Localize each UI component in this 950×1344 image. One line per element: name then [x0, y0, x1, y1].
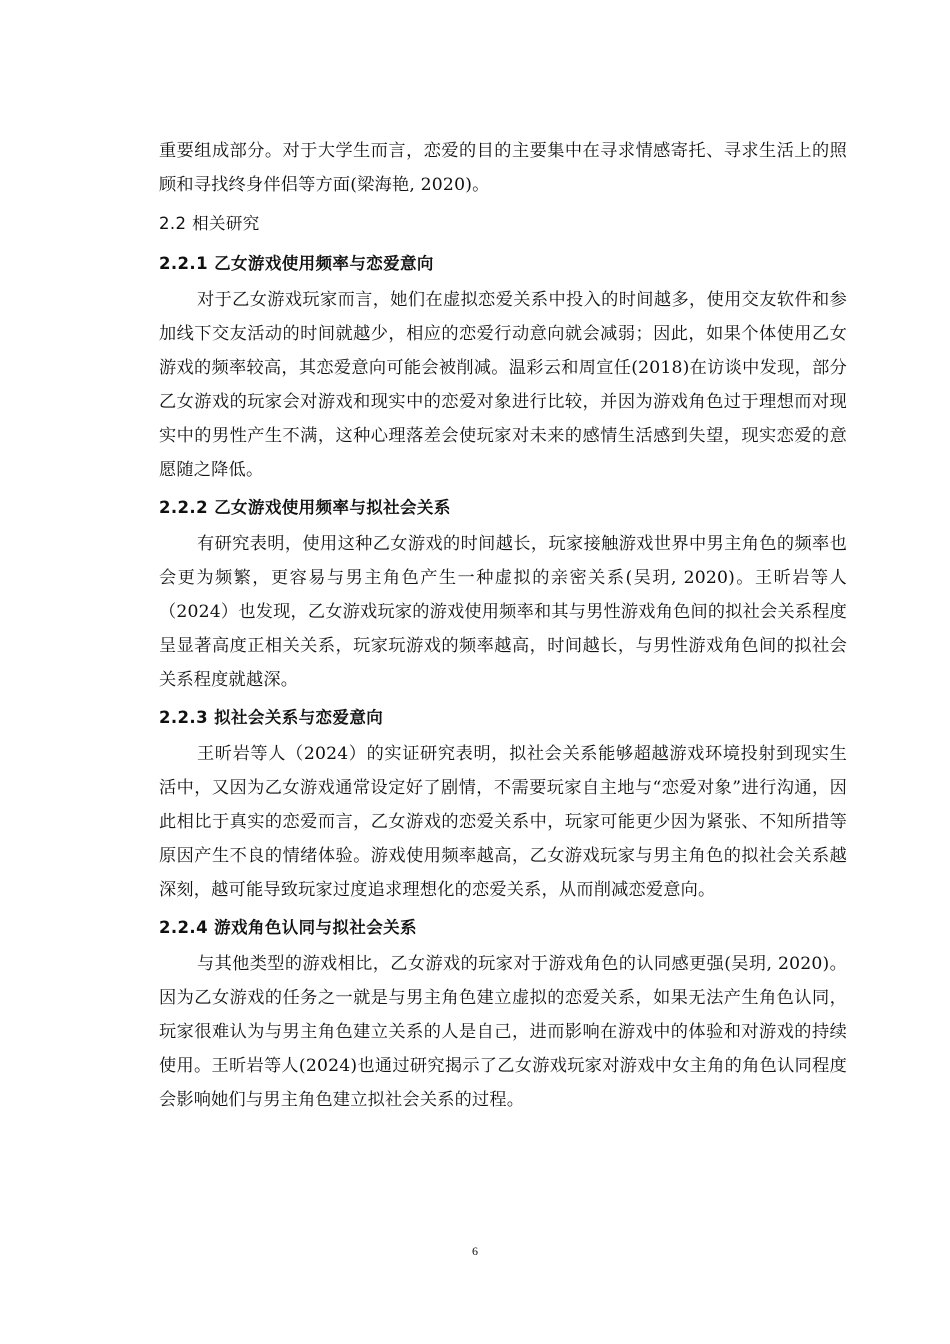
subsection-heading-2-2-3: 2.2.3 拟社会关系与恋爱意向	[159, 708, 384, 727]
section-heading-related-research: 2.2 相关研究	[159, 214, 260, 233]
subsection-heading-2-2-4: 2.2.4 游戏角色认同与拟社会关系	[159, 918, 417, 937]
paragraph-2-2-4: 与其他类型的游戏相比，乙女游戏的玩家对于游戏角色的认同感更强(吴玥, 2020)。因为乙女游戏的任务之一就是与男主角色建立虚拟的恋爱关系，如果无法产生角色认同，玩家很难认为与男主角色建立关系的人是自己，进而影响在游戏中的体验和对游戏的持续使用。王昕岩等人(2024)也通过研究揭示了乙女游戏玩家对游戏中女主角的角色认同程度会影响她们与男主角色建立拟社会关系的过程。	[159, 954, 847, 1110]
page-number: 6	[472, 1244, 478, 1258]
opening-paragraph: 重要组成部分。对于大学生而言，恋爱的目的主要集中在寻求情感寄托、寻求生活上的照顾和寻找终身伴侣等方面(梁海艳, 2020)。	[159, 141, 847, 195]
page-content	[159, 134, 847, 1117]
paragraph-2-2-1: 对于乙女游戏玩家而言，她们在虚拟恋爱关系中投入的时间越多，使用交友软件和参加线下交友活动的时间就越少，相应的恋爱行动意向就会减弱；因此，如果个体使用乙女游戏的频率较高，其恋爱意向可能会被削减。温彩云和周宣任(2018)在访谈中发现，部分乙女游戏的玩家会对游戏和现实中的恋爱对象进行比较，并因为游戏角色过于理想而对现实中的男性产生不满，这种心理落差会使玩家对未来的感情生活感到失望，现实恋爱的意愿随之降低。	[159, 290, 847, 480]
paragraph-2-2-3: 王昕岩等人（2024）的实证研究表明，拟社会关系能够超越游戏环境投射到现实生活中，又因为乙女游戏通常设定好了剧情，不需要玩家自主地与“恋爱对象”进行沟通，因此相比于真实的恋爱而言，乙女游戏的恋爱关系中，玩家可能更少因为紧张、不知所措等原因产生不良的情绪体验。游戏使用频率越高，乙女游戏玩家与男主角色的拟社会关系越深刻，越可能导致玩家过度追求理想化的恋爱关系，从而削减恋爱意向。	[159, 744, 847, 900]
subsection-heading-2-2-2: 2.2.2 乙女游戏使用频率与拟社会关系	[159, 498, 451, 517]
subsection-heading-2-2-1: 2.2.1 乙女游戏使用频率与恋爱意向	[159, 254, 434, 273]
paragraph-2-2-2: 有研究表明，使用这种乙女游戏的时间越长，玩家接触游戏世界中男主角色的频率也会更为频繁，更容易与男主角色产生一种虚拟的亲密关系(吴玥, 2020)。王昕岩等人（2024）也发现，乙女游戏玩家的游戏使用频率和其与男性游戏角色间的拟社会关系程度呈显著高度正相关关系，玩家玩游戏的频率越高，时间越长，与男性游戏角色间的拟社会关系程度就越深。	[159, 534, 847, 690]
